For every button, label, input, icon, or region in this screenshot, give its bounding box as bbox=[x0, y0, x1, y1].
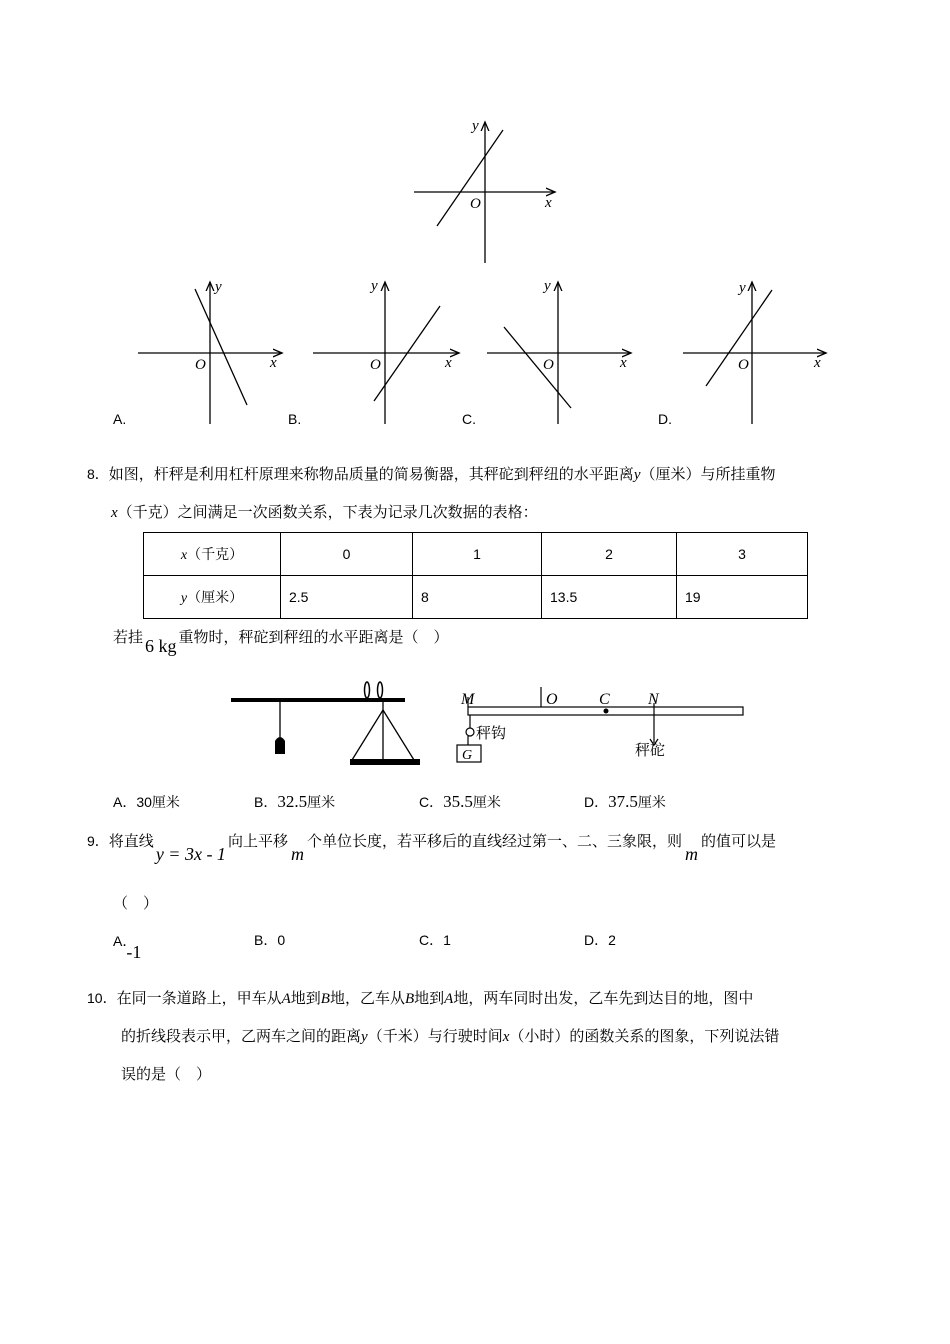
svg-text:G: G bbox=[462, 748, 473, 763]
q8-line-1: 8．如图，杆秤是利用杠杆原理来称物品质量的简易衡器，其秤砣到秤纽的水平距离y（厘米）与所挂重物 bbox=[87, 465, 776, 483]
axis-y-label: y bbox=[472, 118, 479, 134]
svg-text:C: C bbox=[599, 691, 610, 708]
mass-value: 6 kg bbox=[145, 636, 177, 656]
q7-graph-b bbox=[313, 278, 459, 424]
svg-text:y: y bbox=[215, 279, 222, 295]
q7-figures bbox=[0, 0, 950, 440]
svg-text:O: O bbox=[738, 357, 749, 373]
q8-choice-d[interactable]: D．37.5厘米 bbox=[584, 792, 666, 811]
function-line bbox=[504, 327, 571, 408]
svg-text:y: y bbox=[371, 278, 378, 294]
q7-option-d[interactable]: D. bbox=[658, 411, 672, 427]
q9-choice-d[interactable]: D．2 bbox=[584, 932, 616, 948]
axis-x-label: x bbox=[545, 195, 552, 211]
svg-text:O: O bbox=[195, 357, 206, 373]
table-row: x（千克） 0 1 2 3 bbox=[144, 533, 808, 576]
svg-text:x: x bbox=[445, 355, 452, 371]
q8-choice-b[interactable]: B．32.5厘米 bbox=[254, 792, 336, 811]
q7-graph-a bbox=[138, 279, 282, 424]
q9-line-1: 9．将直线y = 3x - 1向上平移m个单位长度，若平移后的直线经过第一、二、三象限，则m的值可以是 bbox=[87, 832, 776, 864]
svg-text:O: O bbox=[546, 691, 558, 708]
q10-line-3: 误的是（ ） bbox=[121, 1065, 212, 1083]
table-row: y（厘米） 2.5 8 13.5 19 bbox=[144, 576, 808, 619]
formula: y = 3x - 1 bbox=[155, 844, 226, 864]
svg-text:M: M bbox=[461, 691, 475, 708]
svg-text:x: x bbox=[270, 355, 277, 371]
q8-choice-c[interactable]: C．35.5厘米 bbox=[419, 792, 501, 811]
svg-text:O: O bbox=[370, 357, 381, 373]
q8-choice-a[interactable]: A．30厘米 bbox=[113, 794, 180, 811]
q9-choice-c[interactable]: C．1 bbox=[419, 932, 451, 948]
svg-text:O: O bbox=[543, 357, 554, 373]
q9-blank: （ ） bbox=[113, 894, 159, 912]
q9-choice-a[interactable]: A．-1 bbox=[113, 933, 142, 962]
q8-data-table bbox=[143, 532, 808, 619]
origin-label: O bbox=[470, 196, 481, 212]
svg-text:秤钩: 秤钩 bbox=[476, 724, 507, 742]
q7-option-a[interactable]: A. bbox=[113, 411, 127, 427]
q7-main-graph bbox=[414, 118, 555, 263]
q8-steelyard-figure bbox=[220, 675, 760, 775]
q8-line-2: x（千克）之间满足一次函数关系，下表为记录几次数据的表格： bbox=[111, 503, 538, 521]
q10-line-2: 的折线段表示甲，乙两车之间的距离y（千米）与行驶时间x（小时）的函数关系的图象，下列说法错 bbox=[121, 1027, 780, 1045]
svg-text:秤砣: 秤砣 bbox=[635, 741, 666, 759]
q7-option-c[interactable]: C. bbox=[462, 411, 476, 427]
q9-choice-b[interactable]: B．0 bbox=[254, 932, 286, 948]
svg-text:N: N bbox=[648, 691, 659, 708]
q7-graph-d bbox=[683, 280, 826, 424]
q8-question: 若挂 6 kg 重物时，秤砣到秤纽的水平距离是（ ） bbox=[113, 628, 449, 656]
svg-text:y: y bbox=[544, 278, 551, 294]
q7-option-b[interactable]: B. bbox=[288, 411, 302, 427]
question-number: 8． bbox=[87, 466, 109, 482]
svg-text:y: y bbox=[739, 280, 746, 296]
function-line bbox=[195, 289, 247, 405]
q7-graph-c bbox=[487, 278, 631, 424]
q10-line-1: 10．在同一条道路上，甲车从A地到B地，乙车从B地到A地，两车同时出发，乙车先到达目的地，图中 bbox=[87, 989, 754, 1007]
svg-text:x: x bbox=[814, 355, 821, 371]
svg-text:x: x bbox=[620, 355, 627, 371]
